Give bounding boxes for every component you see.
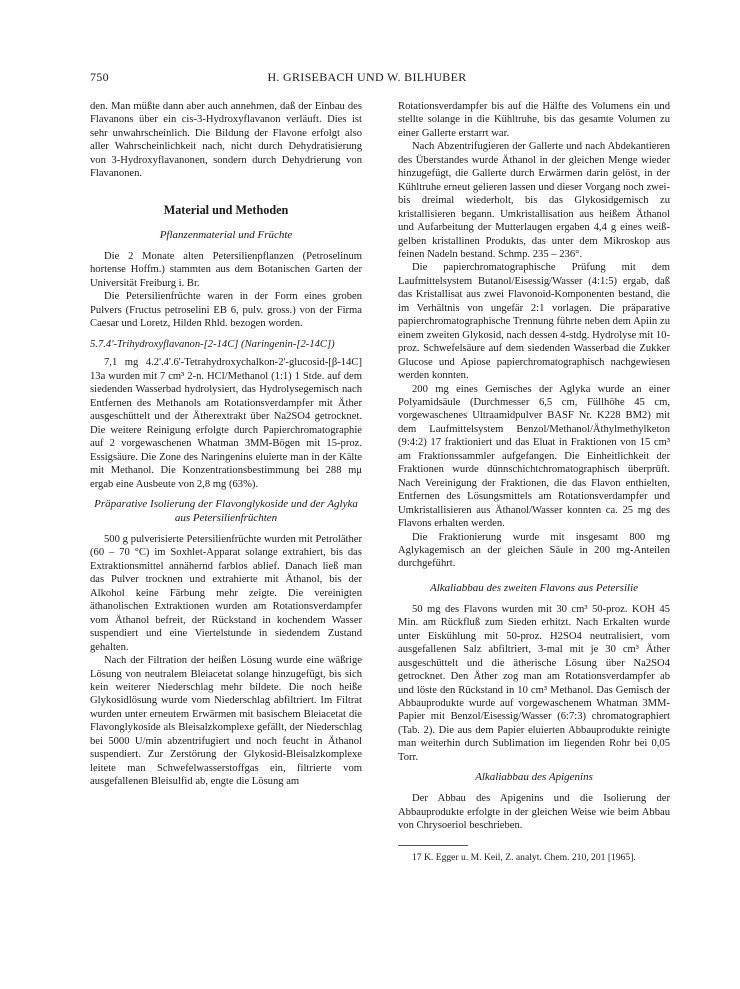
subsection-heading-plants: Pflanzenmaterial und Früchte [159,228,293,241]
left-column [90,100,362,789]
paragraph: Die papierchromatographische Prüfung mit dem Laufmittelsystem Butanol/Eisessig/Wasser (4:1:5) ergab, daß das Kristallisat aus zwei Flavonoid-Komponenten bestand, die im Verhältnis von ungefär 2:1 vorlagen. Die präparative papierchromatographische Trennung führte neben dem Apiin zu einem zweiten Glykosid, nach dessen 4-stdg. Hydrolyse mit 10-proz. Schwefelsäure auf dem siedenden Wasserbad die Zukker Glucose und Apiose papierchromatographisch nachgewiesen werden konnten. [398,262,670,382]
paragraph: Der Abbau des Apigenins und die Isolierung der Abbauprodukte erfolgte in der gleichen Weise wie beim Abbau von Chrysoeriol beschrieben. [398,793,670,832]
section-heading-methods: Material und Methoden [163,202,289,217]
subsection-heading-alkali-apigenin: Alkaliabbau des Apigenins [475,771,593,784]
right-column [398,100,670,864]
page-header [90,70,644,88]
subsection-heading-alkali-flavone: Alkaliabbau des zweiten Flavons aus Petersilie [429,581,639,594]
running-title: H. GRISEBACH UND W. BILHUBER [267,70,467,84]
paragraph: Die 2 Monate alten Petersilienpflanzen (Petroselinum hortense Hoffm.) stammten aus dem Botanischen Garten der Universität Freiburg i. Br. [90,250,362,289]
paragraph: Nach der Filtration der heißen Lösung wurde eine wäßrige Lösung von neutralem Bleiacetat solange hinzugefügt, bis sich kein weiterer Niederschlag mehr bildete. Die noch heiße Glykosidlösung wurde vom Niederschlag abfiltriert. Im Filtrat wurden unter erneutem Erwärmen mit basischem Bleiacetat die Flavonglykoside als Bleisalzkomplexe gefällt, der Niederschlag bei 5000 U/min abzentrifugiert und noch feucht in Äthanol suspendiert. Zur Zerstörung der Glykosid-Bleisalzkomplexe leitete man Schwefelwasserstoffgas ein, filtrierte vom ausgefallenen Bleisulfid ab, engte die Lösung am [90,655,362,788]
paragraph: Rotationsverdampfer bis auf die Hälfte des Volumens ein und stellte solange in die Kühltruhe, bis das gesamte Volumen zu einer Gallerte erstarrt war. [398,101,670,139]
paragraph: Die Petersilienfrüchte waren in der Form eines groben Pulvers (Fructus petroselini EB 6, pulv. gross.) von der Firma Caesar und Loretz, Hilden Rhld. bezogen worden. [90,291,362,329]
footnote: 17 K. Egger u. M. Keil, Z. analyt. Chem. 210, 201 [1965]. [412,851,636,863]
subsection-heading-isolation: Präparative Isolierung der Flavonglykoside und der Aglyka aus Petersilienfrüchten [94,497,358,524]
paragraph: den. Man müßte dann aber auch annehmen, daß der Einbau des Flavanons über ein cis-3-Hydroxyflavanon verläuft. Dies ist sehr unwahrscheinlich. Die Bildung der Flavone erfolgt also aller Wahrscheinlichkeit nach, nicht durch Dehydratisierung von 3-Hydroxyflavanonen, sondern durch Dehydrierung von Flavanonen. [90,101,362,180]
paragraph: Nach Abzentrifugieren der Gallerte und nach Abdekantieren des Überstandes wurde Äthanol in der gleichen Menge wieder hinzugefügt, die Gallerte durch Erwärmen darin gelöst, in der Kühltruhe erneut gelieren lassen und dieser Vorgang noch zwei- bis dreimal wiederholt, bis das Glykosidgemisch zu kristallisieren begann. Umkristallisation aus heißem Äthanol und Aufarbeitung der Mutterlaugen ergaben 4,4 g eines weiß-gelben kristallinen Produkts, das unter dem Mikroskop aus feinen Nadeln bestand. Schmp. 235 – 236°. [398,141,670,260]
paragraph: 7,1 mg 4.2'.4'.6'-Tetrahydroxychalkon-2'-glucosid-[β-14C] 13a wurden mit 7 cm³ 2-n. HCl/Methanol (1:1) 1 Stde. auf dem siedenden Wasserbad hydrolysiert, das Hydrolysegemisch nach Entfernen des Methanols am Rotationsverdampfer mit Äther ausgeschüttelt und der Ätherextrakt über Na2SO4 getrocknet. Die weitere Reinigung erfolgte durch Papierchromatographie auf 2 vorgewaschenen Whatman 3MM-Bögen mit 15-proz. Essigsäure. Die Zone des Naringenins eluierte man in der Kälte mit Methanol. Die Konzentrationsbestimmung bei 288 mμ ergab eine Ausbeute von 2,8 mg (63%). [90,357,362,490]
footnote-rule [398,845,468,846]
paragraph: 500 g pulverisierte Petersilienfrüchte wurden mit Petroläther (60 – 70 °C) im Soxhlet-Apparat solange extrahiert, bis das Extraktionsmittel annähernd farblos ablief. Danach ließ man das Pulver trocknen und extrahierte mit Äthanol, bis der Alkohol keine Färbung mehr zeigte. Die vereinigten äthanolischen Extraktionen wurden am Rotationsverdampfer vom Äthanol befreit, der Rückstand in kochendem Wasser suspendiert und eine Viertelstunde in siedendem Zustand gehalten. [90,533,362,653]
paragraph: 50 mg des Flavons wurden mit 30 cm³ 50-proz. KOH 45 Min. am Rückfluß zum Sieden erhitzt. Nach Erkalten wurde unter Eiskühlung mit 50-proz. H2SO4 neutralisiert, vom ausgefallenen Salz abfiltriert, 3-mal mit je 30 cm³ Äther ausgeschüttelt und die ätherische Lösung über Na2SO4 getrocknet. Den Äther zog man am Rotationsverdampfer ab und löste den Rückstand in 10 cm³ Methanol. Das Gemisch der Abbauprodukte wurde auf vorgewaschenem Whatman 3MM-Papier mit Benzol/Eisessig/Wasser (6:7:3) chromatographiert (Tab. 2). Die aus dem Papier eluierten Abbauprodukte reinigte man weiterhin durch Sublimation im liegenden Rohr bei 0,05 Torr. [398,603,670,763]
page-number: 750 [90,70,109,84]
paragraph: 200 mg eines Gemisches der Aglyka wurde an einer Polyamidsäule (Durchmesser 6,5 cm, Füllhöhe 45 cm, vorgewaschenes Ultraamidpulver BASF Nr. K228 BM2) mit dem Laufmittelsystem Benzol/Methanol/Äthylmethylketon (9:4:2) 17 fraktioniert und das Eluat in Fraktionen von 15 cm³ am Fraktionssammler aufgefangen. Die Einheitlichkeit der Fraktionen wurde dünnschichtchromatographisch überprüft. Nach Vereinigung der Fraktionen, die das Flavon enthielten, Entfernen des Lösungsmittels am Rotationsverdampfer und Umkristallisieren aus Äthanol/Wasser konnten ca. 25 mg des Flavons erhalten werden. [398,383,670,530]
subsection-heading-naringenin: 5.7.4'-Trihydroxyflavanon-[2-14C] (Naringenin-[2-14C]) [90,339,335,351]
paragraph: Die Fraktionierung wurde mit insgesamt 800 mg Aglykagemisch an der gleichen Säule in 200 mg-Anteilen durchgeführt. [398,531,670,570]
